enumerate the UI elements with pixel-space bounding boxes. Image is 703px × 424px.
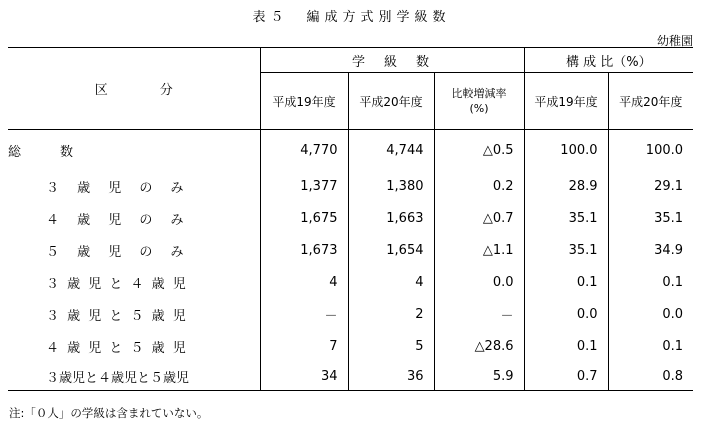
row-label: ５ 歳 児 の み — [46, 244, 184, 260]
header-kubun-2: 分 — [159, 83, 173, 98]
table-row — [8, 170, 693, 202]
row-label: ４ 歳 児 の み — [46, 212, 184, 228]
header-kubun-1: 区 — [94, 83, 108, 98]
cell-h20: 1,663 — [348, 202, 434, 234]
cell-k20: 0.1 — [608, 266, 693, 298]
cell-k20: 34.9 — [608, 234, 693, 266]
cell-h20: 2 — [348, 298, 434, 330]
cell-rate: 5.9 — [434, 362, 524, 391]
cell-h20: 5 — [348, 330, 434, 362]
header-rate-line1: 比較増減率 — [451, 87, 507, 100]
cell-rate: 0.2 — [434, 170, 524, 202]
cell-k19: 0.1 — [524, 266, 608, 298]
table-row — [8, 202, 693, 234]
cell-k20: 0.8 — [608, 362, 693, 391]
row-label: ３ 歳 児 と ４ 歳 児 — [46, 276, 186, 292]
cell-rate: △0.7 — [434, 202, 524, 234]
cell-h20: 36 — [348, 362, 434, 391]
footnote: 注:「０人」の学級は含まれていない。 — [9, 406, 209, 420]
table-row — [8, 266, 693, 298]
cell-h19: 4 — [260, 266, 348, 298]
header-k20: 平成20年度 — [608, 73, 693, 130]
cell-k19: 0.1 — [524, 330, 608, 362]
cell-h19: 4,770 — [260, 130, 348, 171]
cell-h19: 1,675 — [260, 202, 348, 234]
header-h20: 平成20年度 — [348, 73, 434, 130]
header-k19: 平成19年度 — [524, 73, 608, 130]
cell-k19: 35.1 — [524, 234, 608, 266]
header-rate — [434, 73, 524, 130]
table-row — [8, 330, 693, 362]
cell-rate: △1.1 — [434, 234, 524, 266]
cell-h20: 4 — [348, 266, 434, 298]
cell-k20: 29.1 — [608, 170, 693, 202]
header-h19: 平成19年度 — [260, 73, 348, 130]
row-label: ３ 歳 児 の み — [46, 180, 184, 196]
header-kubun — [8, 48, 260, 130]
class-count-table — [8, 47, 693, 391]
table-row — [8, 362, 693, 391]
cell-k19: 0.0 — [524, 298, 608, 330]
cell-k20: 0.0 — [608, 298, 693, 330]
header-rate-line2: (%) — [469, 102, 489, 115]
header-kosei-group: 構 成 比（%） — [524, 48, 693, 73]
row-label: ３ 歳 児 と ５ 歳 児 — [46, 308, 186, 324]
row-label: ４ 歳 児 と ５ 歳 児 — [46, 340, 186, 356]
table-row — [8, 130, 693, 171]
cell-h19: － — [260, 298, 348, 330]
cell-rate: 0.0 — [434, 266, 524, 298]
cell-k19: 28.9 — [524, 170, 608, 202]
cell-k19: 35.1 — [524, 202, 608, 234]
cell-rate: △0.5 — [434, 130, 524, 171]
row-label: 総 数 — [8, 144, 74, 160]
cell-k20: 100.0 — [608, 130, 693, 171]
cell-rate: △28.6 — [434, 330, 524, 362]
table-row — [8, 234, 693, 266]
table-title: 表５ 編成方式別学級数 — [252, 10, 451, 25]
table-row — [8, 298, 693, 330]
cell-h19: 1,673 — [260, 234, 348, 266]
cell-h19: 1,377 — [260, 170, 348, 202]
cell-h20: 1,654 — [348, 234, 434, 266]
cell-h20: 1,380 — [348, 170, 434, 202]
cell-h20: 4,744 — [348, 130, 434, 171]
cell-k19: 100.0 — [524, 130, 608, 171]
header-gakkyu-group: 学 級 数 — [260, 48, 524, 73]
unit-label: 幼稚園 — [656, 34, 693, 48]
cell-k20: 0.1 — [608, 330, 693, 362]
cell-h19: 34 — [260, 362, 348, 391]
cell-k19: 0.7 — [524, 362, 608, 391]
cell-rate: － — [434, 298, 524, 330]
row-label: ３歳児と４歳児と５歳児 — [8, 362, 260, 391]
cell-h19: 7 — [260, 330, 348, 362]
cell-k20: 35.1 — [608, 202, 693, 234]
